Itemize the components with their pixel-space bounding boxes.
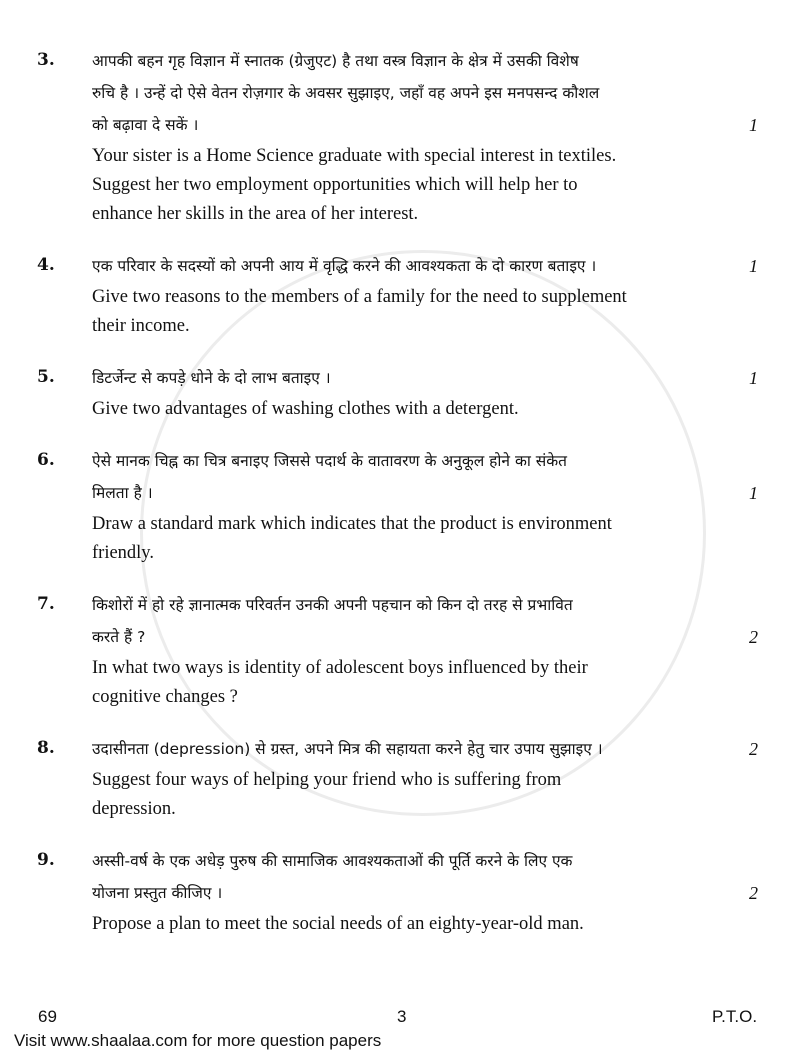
- hindi-text-line: को बढ़ावा दे सकें ।: [92, 116, 199, 134]
- question-7: [0, 592, 800, 714]
- question-marks: 1: [749, 256, 758, 276]
- hindi-text-line: करते हैं ?: [92, 628, 146, 646]
- question-number: 6.: [37, 450, 55, 470]
- english-text-line: Give two reasons to the members of a family for the need to supplement: [92, 287, 627, 307]
- question-number: 7.: [37, 594, 55, 614]
- english-text-line: friendly.: [92, 543, 154, 563]
- question-number: 5.: [37, 367, 55, 387]
- hindi-text-line: एक परिवार के सदस्यों को अपनी आय में वृद्धि करने की आवश्यकता के दो कारण बताइए ।: [92, 257, 597, 275]
- english-text-line: Suggest four ways of helping your friend who is suffering from: [92, 770, 562, 790]
- question-5: [0, 365, 800, 426]
- hindi-text-line: उदासीनता (depression) से ग्रस्त, अपने मित्र की सहायता करने हेतु चार उपाय सुझाइए ।: [92, 740, 603, 758]
- english-text-line: enhance her skills in the area of her interest.: [92, 204, 419, 224]
- question-number: 4.: [37, 255, 55, 275]
- footer-code: 69: [38, 1007, 57, 1026]
- footer-pto: P.T.O.: [712, 1007, 758, 1026]
- english-text-line: In what two ways is identity of adolescent boys influenced by their: [92, 658, 588, 678]
- footer-visit-link[interactable]: Visit www.shaalaa.com for more question papers: [14, 1031, 382, 1050]
- question-number: 3.: [37, 50, 55, 70]
- question-9: [0, 848, 800, 941]
- english-text-line: depression.: [92, 799, 176, 819]
- hindi-text-line: ऐसे मानक चिह्न का चित्र बनाइए जिससे पदार्थ के वातावरण के अनुकूल होने का संकेत: [92, 452, 568, 470]
- question-list: [0, 48, 800, 963]
- english-text-line: Your sister is a Home Science graduate with special interest in textiles.: [92, 146, 617, 166]
- hindi-text-line: योजना प्रस्तुत कीजिए ।: [92, 884, 223, 902]
- english-text-line: Draw a standard mark which indicates that the product is environment: [92, 514, 612, 534]
- question-marks: 2: [749, 739, 758, 759]
- hindi-text-line: रुचि है । उन्हें दो ऐसे वेतन रोज़गार के अवसर सुझाइए, जहाँ वह अपने इस मनपसन्द कौशल: [92, 84, 600, 102]
- question-number: 8.: [37, 738, 55, 758]
- english-text-line: cognitive changes ?: [92, 687, 238, 707]
- hindi-text-line: किशोरों में हो रहे ज्ञानात्मक परिवर्तन उनकी अपनी पहचान को किन दो तरह से प्रभावित: [92, 596, 573, 614]
- question-number: 9.: [37, 850, 55, 870]
- question-marks: 1: [749, 368, 758, 388]
- hindi-text-line: अस्सी-वर्ष के एक अधेड़ पुरुष की सामाजिक आवश्यकताओं की पूर्ति करने के लिए एक: [92, 852, 573, 870]
- question-6: [0, 448, 800, 570]
- hindi-text-line: डिटर्जेन्ट से कपड़े धोने के दो लाभ बताइए ।: [92, 369, 331, 387]
- question-marks: 2: [749, 627, 758, 647]
- hindi-text-line: मिलता है ।: [92, 484, 153, 502]
- hindi-text-line: आपकी बहन गृह विज्ञान में स्नातक (ग्रेजुएट) है तथा वस्त्र विज्ञान के क्षेत्र में उसकी विशेष: [92, 52, 579, 70]
- question-4: [0, 253, 800, 343]
- question-marks: 2: [749, 883, 758, 903]
- question-3: [0, 48, 800, 231]
- english-text-line: Give two advantages of washing clothes with a detergent.: [92, 399, 519, 419]
- question-marks: 1: [749, 483, 758, 503]
- question-marks: 1: [749, 115, 758, 135]
- english-text-line: their income.: [92, 316, 190, 336]
- question-8: [0, 736, 800, 826]
- english-text-line: Propose a plan to meet the social needs of an eighty-year-old man.: [92, 914, 584, 934]
- english-text-line: Suggest her two employment opportunities which will help her to: [92, 175, 578, 195]
- footer-page-number: 3: [397, 1007, 407, 1026]
